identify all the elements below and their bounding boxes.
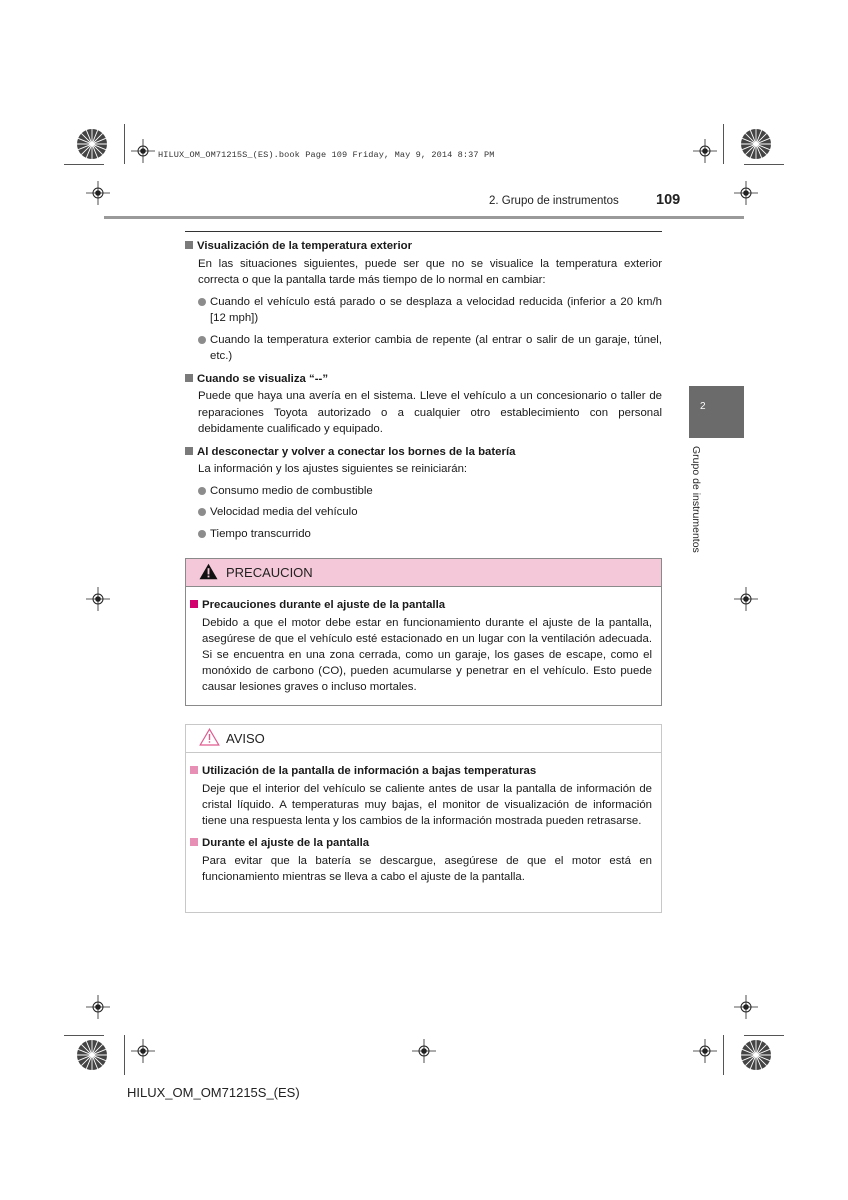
section-paragraph: La información y los ajustes siguientes se reiniciarán: xyxy=(198,463,468,475)
list-item: Cuando la temperatura exterior cambia de repente (al entrar o salir de un garaje, túnel, etc.) xyxy=(198,332,662,365)
caution-text: Debido a que el motor debe estar en funcionamiento durante el ajuste de la pantalla, asegúrese de que el vehículo esté estacionado en un lugar con la ventilación adecuada. Si se encuentra en una zona cerrada, como un garaje, los gases de escape, como el monóxido de carbono (CO), pueden acumularse y penetrar en el vehículo. Esto puede causar lesiones graves o incluso mortales. xyxy=(202,617,652,693)
list-item: Tiempo transcurrido xyxy=(198,526,662,543)
square-bullet-icon xyxy=(190,838,198,846)
caution-header xyxy=(186,559,661,587)
registration-crosshair-icon xyxy=(86,181,110,205)
notice-item-title: Utilización de la pantalla de información a bajas temperaturas xyxy=(202,765,537,777)
chapter-tab-number: 2 xyxy=(700,401,706,412)
notice-item-text: Para evitar que la batería se descargue, asegúrese de que el motor está en funcionamiento mientras se lleva a cabo el ajuste de la pantalla. xyxy=(202,855,652,883)
registration-sunburst-icon xyxy=(740,1039,772,1071)
chapter-tab-label: Grupo de instrumentos xyxy=(690,446,702,553)
page-number: 109 xyxy=(656,192,681,208)
round-bullet-icon xyxy=(198,336,206,344)
warning-triangle-icon xyxy=(199,563,218,583)
main-content xyxy=(185,238,662,547)
notice-header xyxy=(186,725,661,753)
caution-label: PRECAUCION xyxy=(226,565,313,580)
print-info: HILUX_OM_OM71215S_(ES).book Page 109 Friday, May 9, 2014 8:37 PM xyxy=(158,150,495,160)
crop-mark xyxy=(64,164,104,165)
registration-sunburst-icon xyxy=(740,128,772,160)
caution-title: Precauciones durante el ajuste de la pantalla xyxy=(202,599,446,611)
crop-mark xyxy=(723,1035,724,1075)
header-rule xyxy=(104,216,744,219)
registration-crosshair-icon xyxy=(734,587,758,611)
crop-mark xyxy=(124,124,125,164)
header-section-title: 2. Grupo de instrumentos xyxy=(489,195,619,207)
caution-box xyxy=(185,558,662,706)
section-outside-temperature xyxy=(185,238,662,365)
round-bullet-icon xyxy=(198,530,206,538)
registration-crosshair-icon xyxy=(131,139,155,163)
registration-crosshair-icon xyxy=(734,181,758,205)
square-bullet-icon xyxy=(190,600,198,608)
square-bullet-icon xyxy=(190,766,198,774)
section-paragraph: Puede que haya una avería en el sistema. Lleve el vehículo a un concesionario o taller de reparaciones Toyota autorizado o a cualquier otro establecimiento con personal debidamente cualificado y equipado. xyxy=(198,390,662,435)
square-bullet-icon xyxy=(185,374,193,382)
section-title: Visualización de la temperatura exterior xyxy=(197,240,413,252)
registration-crosshair-icon xyxy=(86,587,110,611)
content-top-rule xyxy=(185,231,662,232)
warning-outline-icon xyxy=(199,728,220,749)
list-item: Cuando el vehículo está parado o se desplaza a velocidad reducida (inferior a 20 km/h [12 mph]) xyxy=(198,294,662,327)
registration-sunburst-icon xyxy=(76,128,108,160)
registration-crosshair-icon xyxy=(412,1039,436,1063)
crop-mark xyxy=(124,1035,125,1075)
section-dashes-displayed xyxy=(185,371,662,438)
registration-sunburst-icon xyxy=(76,1039,108,1071)
notice-label: AVISO xyxy=(226,731,265,746)
registration-crosshair-icon xyxy=(693,1039,717,1063)
round-bullet-icon xyxy=(198,298,206,306)
section-title: Al desconectar y volver a conectar los bornes de la batería xyxy=(197,445,516,458)
round-bullet-icon xyxy=(198,508,206,516)
crop-mark xyxy=(64,1035,104,1036)
round-bullet-icon xyxy=(198,487,206,495)
notice-box xyxy=(185,724,662,913)
square-bullet-icon xyxy=(185,241,193,249)
section-title: Cuando se visualiza “--” xyxy=(197,372,329,385)
footer-doc-id: HILUX_OM_OM71215S_(ES) xyxy=(127,1085,300,1100)
notice-item-text: Deje que el interior del vehículo se caliente antes de usar la pantalla de información de cristal líquido. A temperaturas muy bajas, el monitor de visualización de información tiene una respuesta lenta y los cambios de la información mostrada pueden retrasarse. xyxy=(202,783,652,827)
crop-mark xyxy=(723,124,724,164)
registration-crosshair-icon xyxy=(131,1039,155,1063)
crop-mark xyxy=(744,164,784,165)
list-item: Velocidad media del vehículo xyxy=(198,504,662,521)
section-paragraph: En las situaciones siguientes, puede ser que no se visualice la temperatura exterior correcta o que la pantalla tarde más tiempo de lo normal en cambiar: xyxy=(198,257,662,286)
registration-crosshair-icon xyxy=(734,995,758,1019)
registration-crosshair-icon xyxy=(86,995,110,1019)
square-bullet-icon xyxy=(185,447,193,455)
section-battery-reconnect xyxy=(185,444,662,543)
chapter-tab xyxy=(689,386,744,438)
registration-crosshair-icon xyxy=(693,139,717,163)
notice-item-title: Durante el ajuste de la pantalla xyxy=(202,837,370,849)
crop-mark xyxy=(744,1035,784,1036)
list-item: Consumo medio de combustible xyxy=(198,483,662,500)
